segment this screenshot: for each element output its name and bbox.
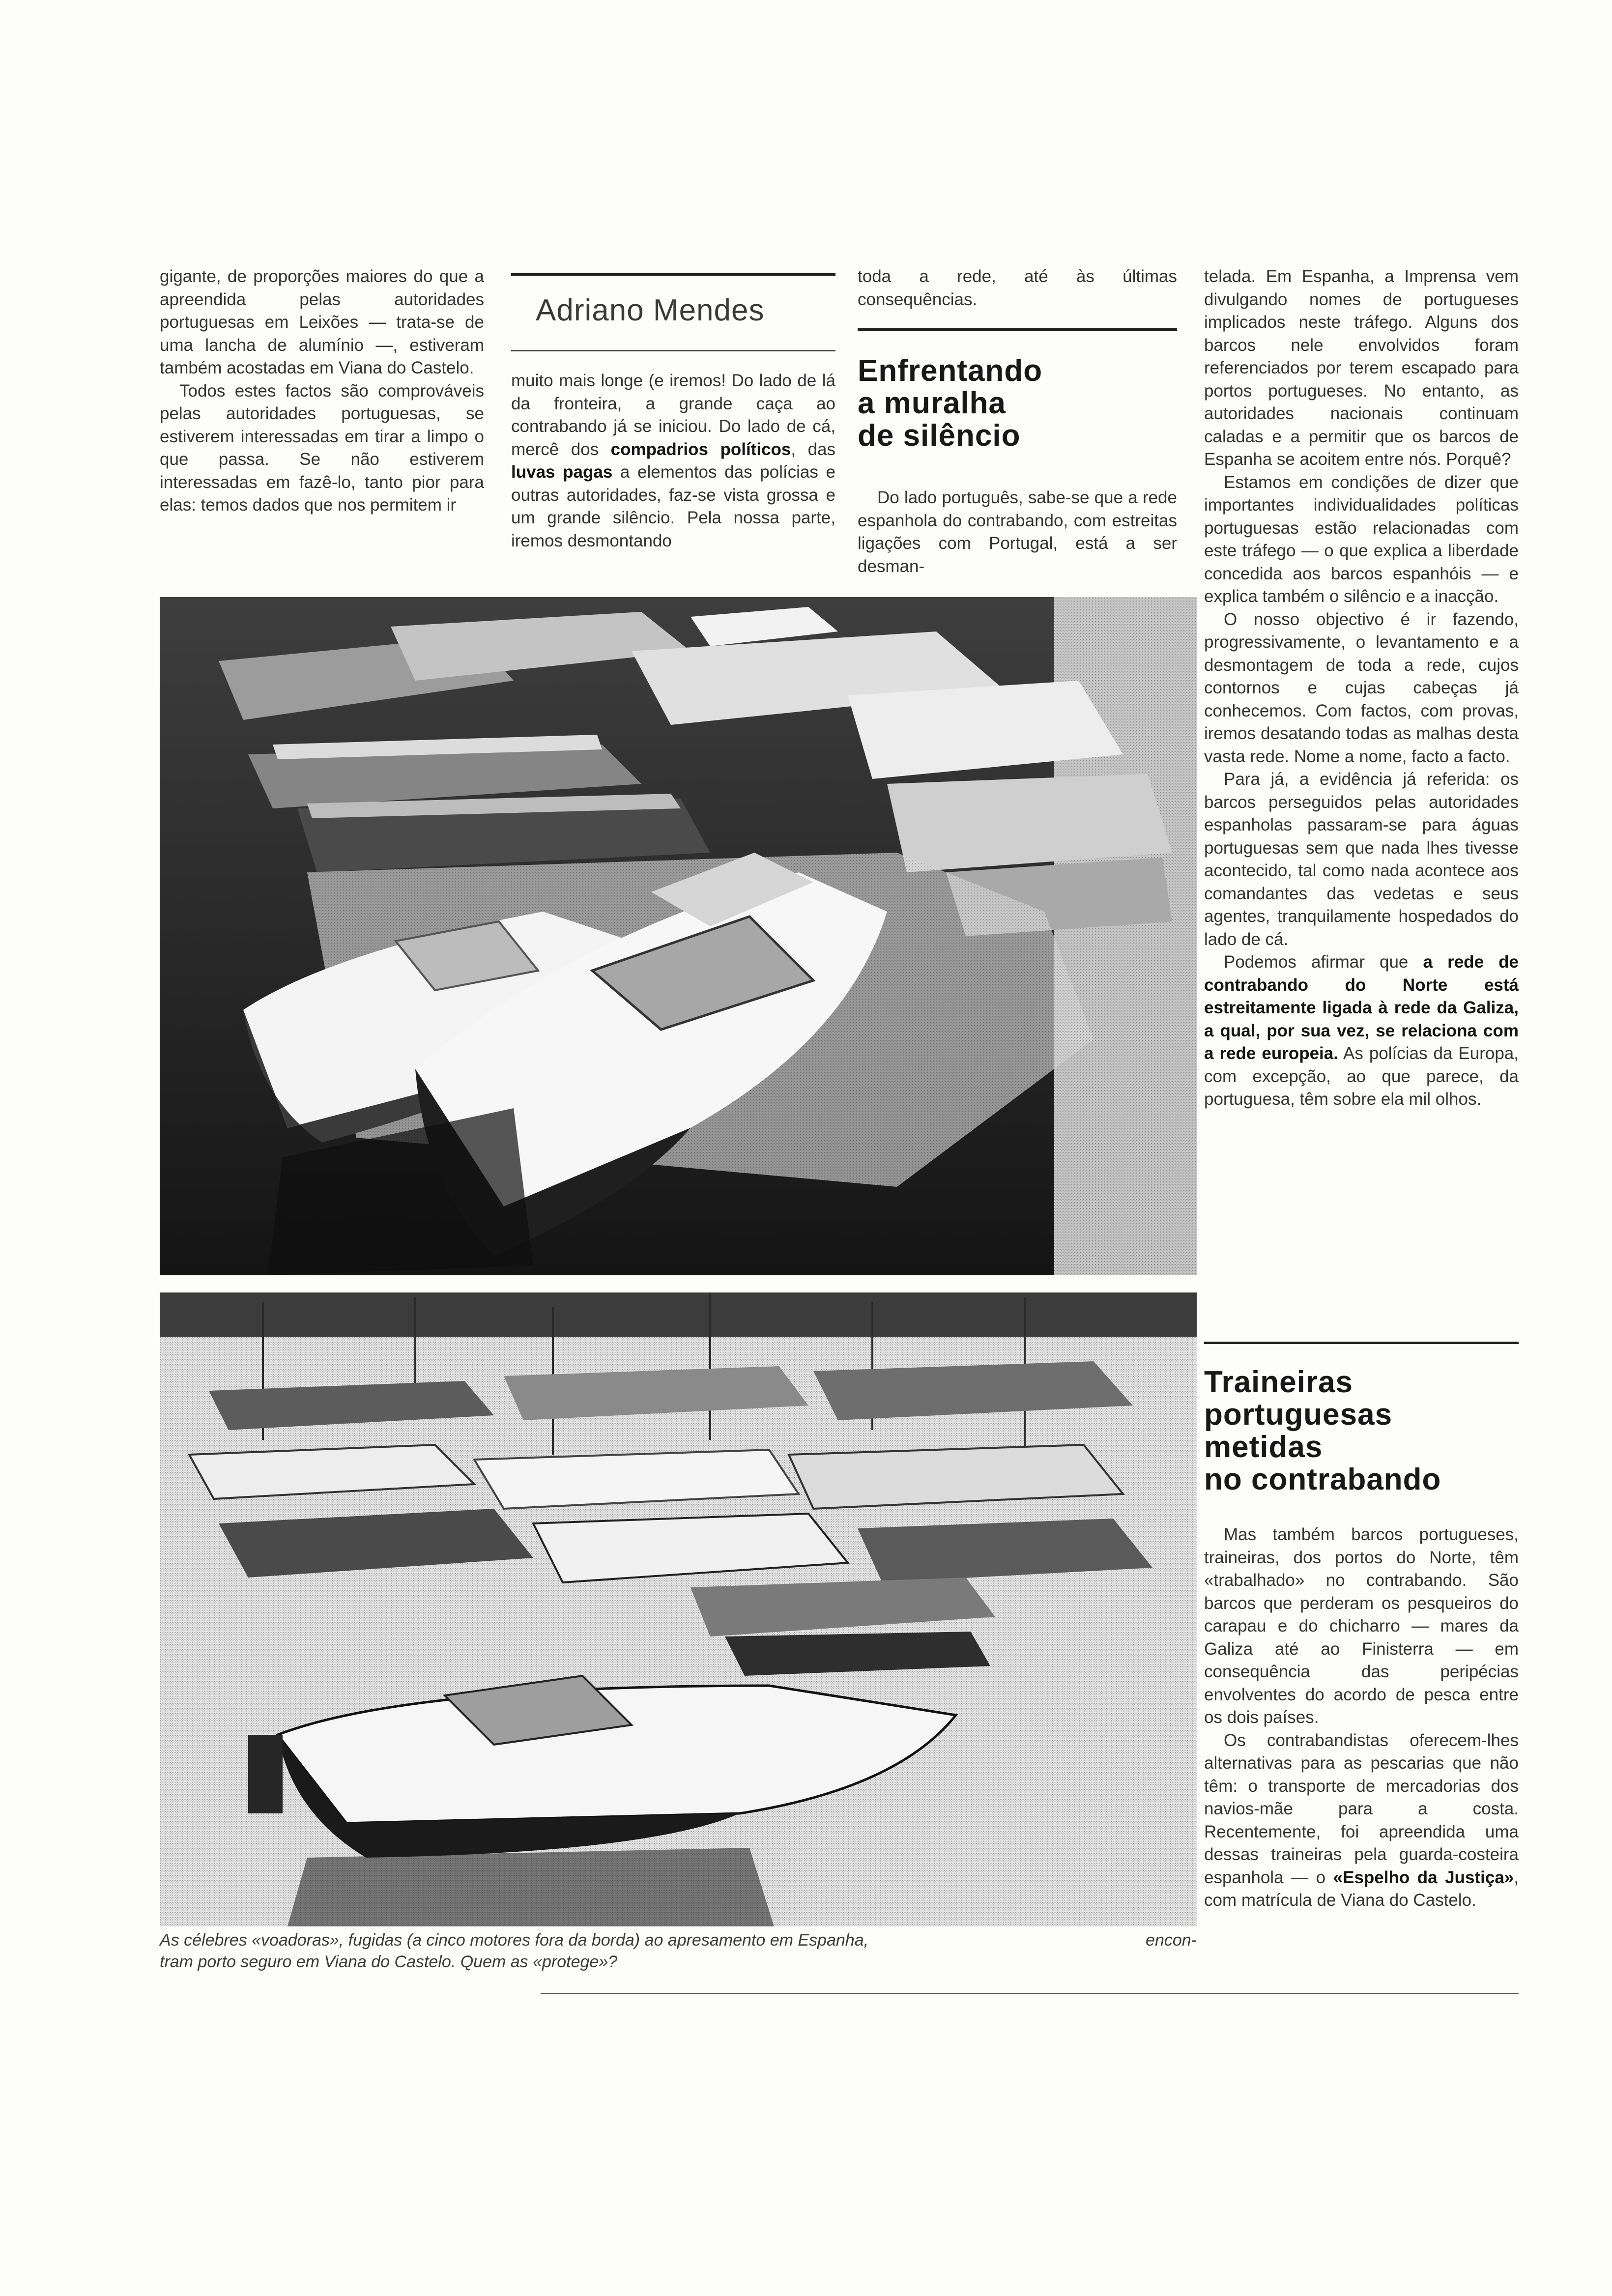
caption-line-2: tram porto seguro em Viana do Castelo. Quem as «protege»? [160, 1952, 618, 1971]
column-1 [160, 265, 484, 517]
section-heading: Enfrentando a muralha de silêncio [858, 354, 1043, 453]
boats-photo-top-image [160, 597, 1197, 1275]
author-byline: Adriano Mendes [536, 293, 765, 327]
paragraph: muito mais longe (e iremos! Do lado de lá da fronteira, a grande caça ao contrabando já se iniciou. Do lado de cá, mercê dos compadrios políticos, das luvas pagas a elementos das polícias e outras autoridades, faz-se vista grossa e um grande silêncio. Pela nossa parte, iremos desmontando [511, 371, 835, 550]
harbour-photo-bottom [160, 1292, 1197, 1926]
byline-rule-bottom [511, 350, 835, 351]
column-4 [1204, 265, 1519, 1111]
paragraph: Do lado português, sabe-se que a rede espanhola do contrabando, com estreitas ligações com Portugal, está a ser desman- [858, 488, 1177, 576]
paragraph: Mas também barcos portugueses, traineiras, dos portos do Norte, têm «trabalhado» no contrabando. São barcos que perderam os pesqueiros do carapau e do chicharro — mares da Galiza até ao Finisterra — em consequência das peripécias envolventes do acordo de pesca entre os dois países. [1204, 1525, 1519, 1727]
column-2 [511, 370, 835, 552]
paragraph: Estamos em condições de dizer que importantes individualidades políticas portuguesas estão relacionadas com este tráfego — o que explica a liberdade concedida aos barcos espanhóis — e explica também o silêncio e a inacção. [1204, 472, 1519, 606]
byline-rule-top [511, 273, 835, 276]
boats-photo-top [160, 597, 1197, 1275]
paragraph: toda a rede, até às últimas consequências. [858, 267, 1177, 309]
paragraph: gigante, de proporções maiores do que a apreendida pelas autoridades portuguesas em Leixões — trata-se de uma lancha de alumínio —, estiveram também acostadas em Viana do Castelo. [160, 267, 484, 377]
caption-line-1: As célebres «voadoras», fugidas (a cinco motores fora da borda) ao apresamento em Espanha, encon- [160, 1931, 1197, 1950]
column-3-top [858, 265, 1177, 311]
page-bottom-rule [541, 1993, 1519, 1994]
column-4-bottom [1204, 1523, 1519, 1912]
section-rule [1204, 1342, 1519, 1344]
section-heading: Traineiras portuguesas metidas no contrabando [1204, 1365, 1441, 1496]
paragraph: Todos estes factos são comprováveis pelas autoridades portuguesas, se estiverem interessadas em tirar a limpo o que passa. Se não estiverem interessadas em fazê-lo, tanto pior para elas: temos dados que nos permitem ir [160, 381, 484, 515]
paragraph: telada. Em Espanha, a Imprensa vem divulgando nomes de portugueses implicados neste tráfego. Alguns dos barcos nele envolvidos foram referenciados por terem escapado para portos portugueses. No entanto, as autoridades nacionais continuam caladas e a permitir que os barcos de Espanha se acoitem entre nós. Porquê? [1204, 267, 1519, 469]
harbour-photo-bottom-image [160, 1292, 1197, 1926]
column-3 [858, 487, 1177, 578]
paragraph: O nosso objectivo é ir fazendo, progressivamente, o levantamento e a desmontagem de toda a rede, cujos contornos e cujas cabeças já conhecemos. Com factos, com provas, iremos desatando todas as malhas desta vasta rede. Nome a nome, facto a facto. [1204, 609, 1519, 766]
photo-caption [160, 1929, 1197, 1973]
paragraph: Podemos afirmar que a rede de contrabando do Norte está estreitamente ligada à rede da Galiza, a qual, por sua vez, se relaciona com a rede europeia. As polícias da Europa, com excepção, ao que parece, da portuguesa, têm sobre ela mil olhos. [1204, 952, 1519, 1109]
paragraph: Para já, a evidência já referida: os barcos perseguidos pelas autoridades espanholas passaram-se para águas portuguesas sem que nada lhes tivesse acontecido, tal como nada acontece aos comandantes das vedetas e seus agentes, tranquilamente hospedados do lado de cá. [1204, 770, 1519, 949]
paragraph: Os contrabandistas oferecem-lhes alternativas para as pescarias que não têm: o transporte de mercadorias dos navios-mãe para a costa. Recentemente, foi apreendida uma dessas traineiras pela guarda-costeira espanhola — o «Espelho da Justiça», com matrícula de Viana do Castelo. [1204, 1730, 1519, 1910]
section-rule [858, 328, 1177, 331]
